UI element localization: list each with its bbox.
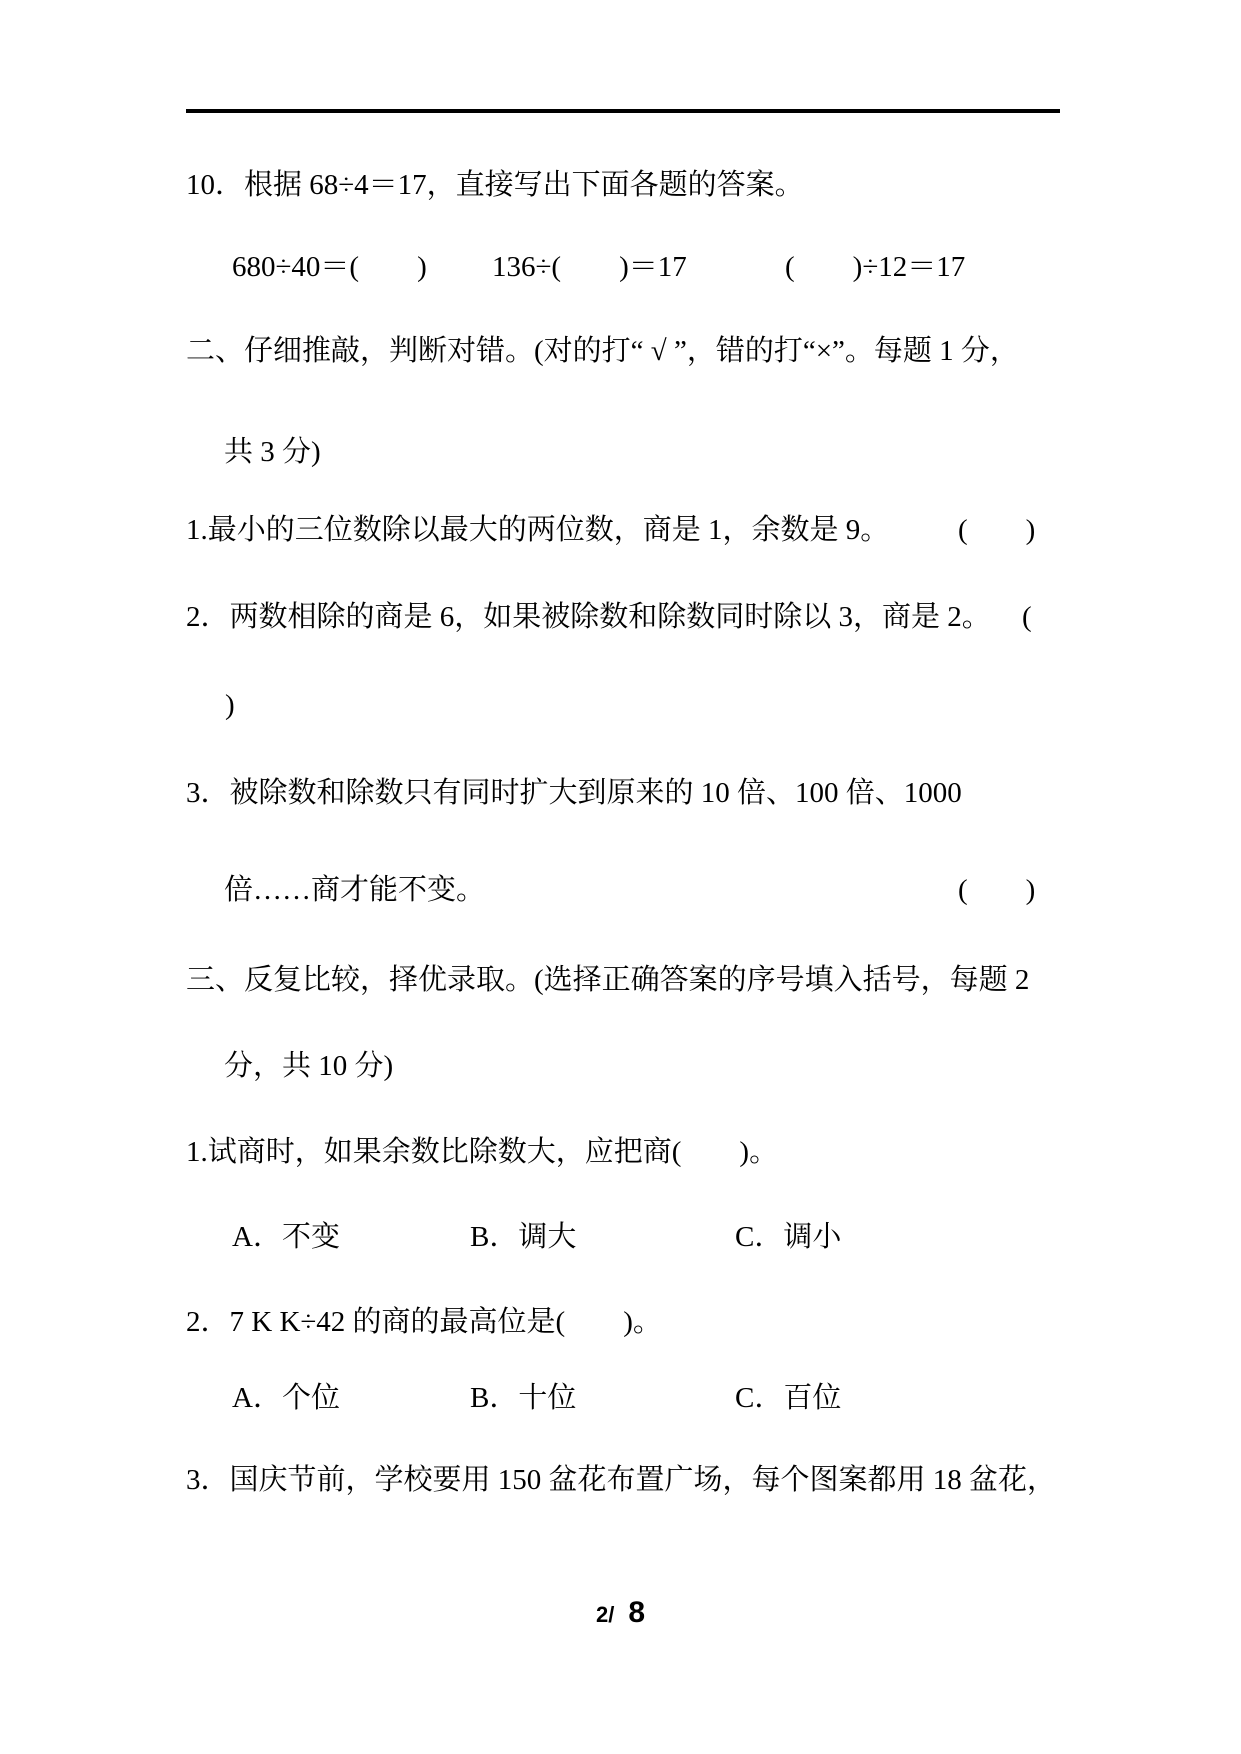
- section-3-question-1-text: 1.试商时，如果余数比除数大，应把商( )。: [186, 1136, 779, 1168]
- page-number: [0, 1595, 1241, 1636]
- section-2-question-3-answer-blank: ( ): [958, 874, 1036, 906]
- question-10-blank-2: 136÷( )＝17: [492, 251, 687, 283]
- section-3-question-2-option-b: B．十位: [470, 1382, 577, 1414]
- section-2-title-line-1: 二、仔细推敲，判断对错。(对的打“ √ ”，错的打“×”。每题 1 分，: [186, 335, 1019, 367]
- section-2-question-2-paren-close: ): [225, 689, 235, 721]
- section-3-question-2-option-c: C．百位: [735, 1382, 842, 1414]
- section-2-question-2-paren-open: (: [1022, 601, 1032, 633]
- question-10-blank-3: ( )÷12＝17: [785, 251, 966, 283]
- section-3-question-1-option-c: C．调小: [735, 1221, 842, 1253]
- section-2-question-3-line-1: 3．被除数和除数只有同时扩大到原来的 10 倍、100 倍、1000: [186, 777, 962, 809]
- page-number-total: 8: [628, 1596, 646, 1629]
- section-2-question-3-line-2: 倍……商才能不变。: [224, 874, 486, 906]
- section-2-question-1-answer-blank: ( ): [958, 514, 1036, 546]
- question-10-text: 10．根据 68÷4＝17，直接写出下面各题的答案。: [186, 169, 804, 201]
- section-3-question-1-option-a: A．不变: [232, 1221, 340, 1253]
- header-rule: [186, 109, 1060, 113]
- section-3-title-line-2: 分，共 10 分): [224, 1050, 394, 1082]
- question-10-blank-1: 680÷40＝( ): [232, 251, 427, 283]
- section-2-question-1-text: 1.最小的三位数除以最大的两位数，商是 1，余数是 9。: [186, 514, 890, 546]
- section-3-question-1-option-b: B．调大: [470, 1221, 577, 1253]
- section-3-question-2-text: 2．7 K K÷42 的商的最高位是( )。: [186, 1306, 662, 1338]
- section-3-question-3-text: 3．国庆节前，学校要用 150 盆花布置广场，每个图案都用 18 盆花，: [186, 1464, 1057, 1496]
- section-3-question-2-option-a: A．个位: [232, 1382, 340, 1414]
- page-number-current: 2/: [595, 1602, 615, 1627]
- section-3-title-line-1: 三、反复比较，择优录取。(选择正确答案的序号填入括号，每题 2: [186, 964, 1030, 996]
- section-2-title-line-2: 共 3 分): [224, 436, 321, 468]
- section-2-question-2-text: 2．两数相除的商是 6，如果被除数和除数同时除以 3，商是 2。: [186, 601, 991, 633]
